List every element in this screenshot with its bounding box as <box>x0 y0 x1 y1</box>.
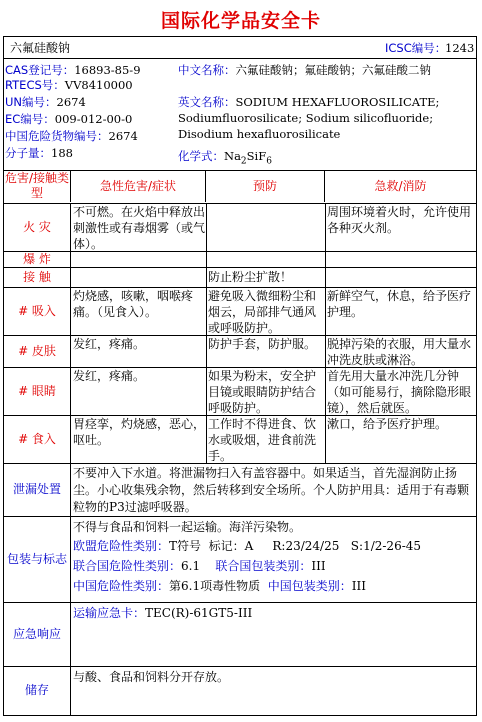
cn-dg-value: 2674 <box>108 129 138 143</box>
hazard-label: 接 触 <box>4 267 71 287</box>
cas-value: 16893-85-9 <box>74 63 141 77</box>
col-header-symptoms: 急性危害/症状 <box>71 170 206 202</box>
symptom-cell: 发红，疼痛。 <box>73 337 146 351</box>
en-name-line-3: Disodium hexafluorosilicate <box>178 127 341 141</box>
col-header-prevention: 预防 <box>206 170 325 202</box>
mw-label: 分子量： <box>5 146 51 160</box>
un-number-label: UN编号： <box>5 95 57 109</box>
prevention-cell: 防护手套，防护服。 <box>208 337 317 351</box>
packaging-line-1: 不得与食品和饲料一起运输。海洋污染物。 <box>73 520 302 534</box>
emergency-label: 应急响应 <box>4 602 71 666</box>
un-class-label: 联合国危险性类别： <box>73 559 182 573</box>
un-number-value: 2674 <box>56 95 86 109</box>
formula: $Na_2SiF_6$ <box>224 149 272 167</box>
symptom-cell: 不可燃。在火焰中释放出刺激性或有毒烟雾（或气体）。 <box>73 205 205 251</box>
hazard-row-eyes <box>4 367 476 415</box>
un-pack-label: 联合国包装类别： <box>215 559 312 573</box>
rtecs-value: VV8410000 <box>64 78 133 92</box>
un-pack-value: III <box>311 559 326 573</box>
symptom-cell: 发红，疼痛。 <box>73 369 146 383</box>
cn-pack-value: III <box>351 579 366 593</box>
storage-label: 储存 <box>4 666 71 715</box>
chemical-name: 六氟硅酸钠 <box>10 41 71 55</box>
packaging-label: 包装与标志 <box>4 516 71 602</box>
rtecs-label: RTECS号： <box>5 78 65 92</box>
ec-value: 009-012-00-0 <box>54 112 133 126</box>
packaging-row <box>4 516 476 602</box>
transport-card-value: TEC(R)-61GT5-III <box>145 606 253 620</box>
firstaid-cell: 脱掉污染的衣服，用大量水冲洗皮肤或淋浴。 <box>327 337 472 367</box>
firstaid-cell: 新鲜空气，休息，给予医疗护理。 <box>327 289 472 319</box>
symptom-cell: 灼烧感，咳嗽，咽喉疼痛。（见食入）。 <box>73 289 194 319</box>
col-header-type: 危害/接触类型 <box>4 171 70 200</box>
firstaid-cell: 周围环境着火时，允许使用各种灭火剂。 <box>327 205 472 235</box>
icsc-value: 1243 <box>445 41 475 55</box>
eu-class-value: T符号 标记：A R:23/24/25 S:1/2-26-45 <box>169 539 422 553</box>
en-name-line-1: SODIUM HEXAFLUOROSILICATE; <box>235 95 440 109</box>
hazard-row-ingestion <box>4 415 476 463</box>
identifiers-block <box>4 59 476 169</box>
hazard-label: # 皮肤 <box>4 335 71 367</box>
firstaid-cell: 首先用大量水冲洗几分钟（如可能易行，摘除隐形眼镜），然后就医。 <box>327 369 472 415</box>
hazard-row-skin <box>4 335 476 367</box>
formula-label: 化学式： <box>178 149 224 163</box>
cn-class-label: 中国危险性类别： <box>73 579 170 593</box>
cn-name-label: 中文名称： <box>178 63 236 77</box>
eu-class-label: 欧盟危险性类别： <box>73 539 170 553</box>
hazard-label: # 眼睛 <box>4 367 71 415</box>
hazard-row-contact <box>4 267 476 287</box>
prevention-cell: 避免吸入微细粉尘和烟云，局部排气通风或呼吸防护。 <box>208 289 317 335</box>
cn-class-value: 第6.1项毒性物质 <box>169 579 261 593</box>
mw-value: 188 <box>51 146 73 160</box>
en-name-line-2: Sodiumfluorosilicate; Sodium silicofluoride; <box>178 111 434 125</box>
hazard-label: # 食入 <box>4 415 71 463</box>
transport-card-label: 运输应急卡： <box>73 606 146 620</box>
prevention-cell: 工作时不得进食、饮水或吸烟，进食前洗手。 <box>208 417 317 463</box>
hazard-label: 爆 炸 <box>4 251 71 267</box>
cas-label: CAS登记号： <box>5 63 75 77</box>
cn-pack-label: 中国包装类别： <box>267 579 352 593</box>
en-name-label: 英文名称： <box>178 95 236 109</box>
storage-text: 与酸、食品和饲料分开存放。 <box>73 670 230 684</box>
prevention-cell: 如果为粉末，安全护目镜或眼睛防护结合呼吸防护。 <box>208 369 317 415</box>
safety-card <box>3 36 477 716</box>
un-class-value: 6.1 <box>181 559 201 573</box>
storage-row <box>4 666 476 715</box>
spill-label: 泄漏处置 <box>4 463 71 516</box>
hazard-row-fire <box>4 203 476 251</box>
table-header <box>4 170 476 202</box>
hazard-label: 火 灾 <box>4 203 71 251</box>
cn-dg-label: 中国危险货物编号： <box>5 129 109 143</box>
hazard-label: # 吸入 <box>4 287 71 335</box>
hazard-row-inhalation <box>4 287 476 335</box>
spill-text: 不要冲入下水道。将泄漏物扫入有盖容器中。如果适当，首先湿润防止扬尘。小心收集残余物，然后转移到安全场所。个人防护用具：适用于有毒颗粒物的P3过滤呼吸器。 <box>73 466 470 514</box>
cn-name-value: 六氟硅酸钠；氟硅酸钠；六氟硅酸二钠 <box>235 63 431 77</box>
icsc-label: ICSC编号： <box>385 41 447 55</box>
prevention-cell: 防止粉尘扩散！ <box>208 270 293 284</box>
hazard-row-explosion <box>4 251 476 267</box>
symptom-cell: 胃痉挛，灼烧感，恶心，呕吐。 <box>73 417 205 447</box>
spill-row <box>4 463 476 516</box>
firstaid-cell: 漱口，给予医疗护理。 <box>327 417 448 431</box>
emergency-row <box>4 602 476 666</box>
header-row <box>4 37 476 58</box>
card-title: 国际化学品安全卡 <box>160 10 321 32</box>
col-header-firstaid: 急救/消防 <box>374 179 427 193</box>
ec-label: EC编号： <box>5 112 55 126</box>
